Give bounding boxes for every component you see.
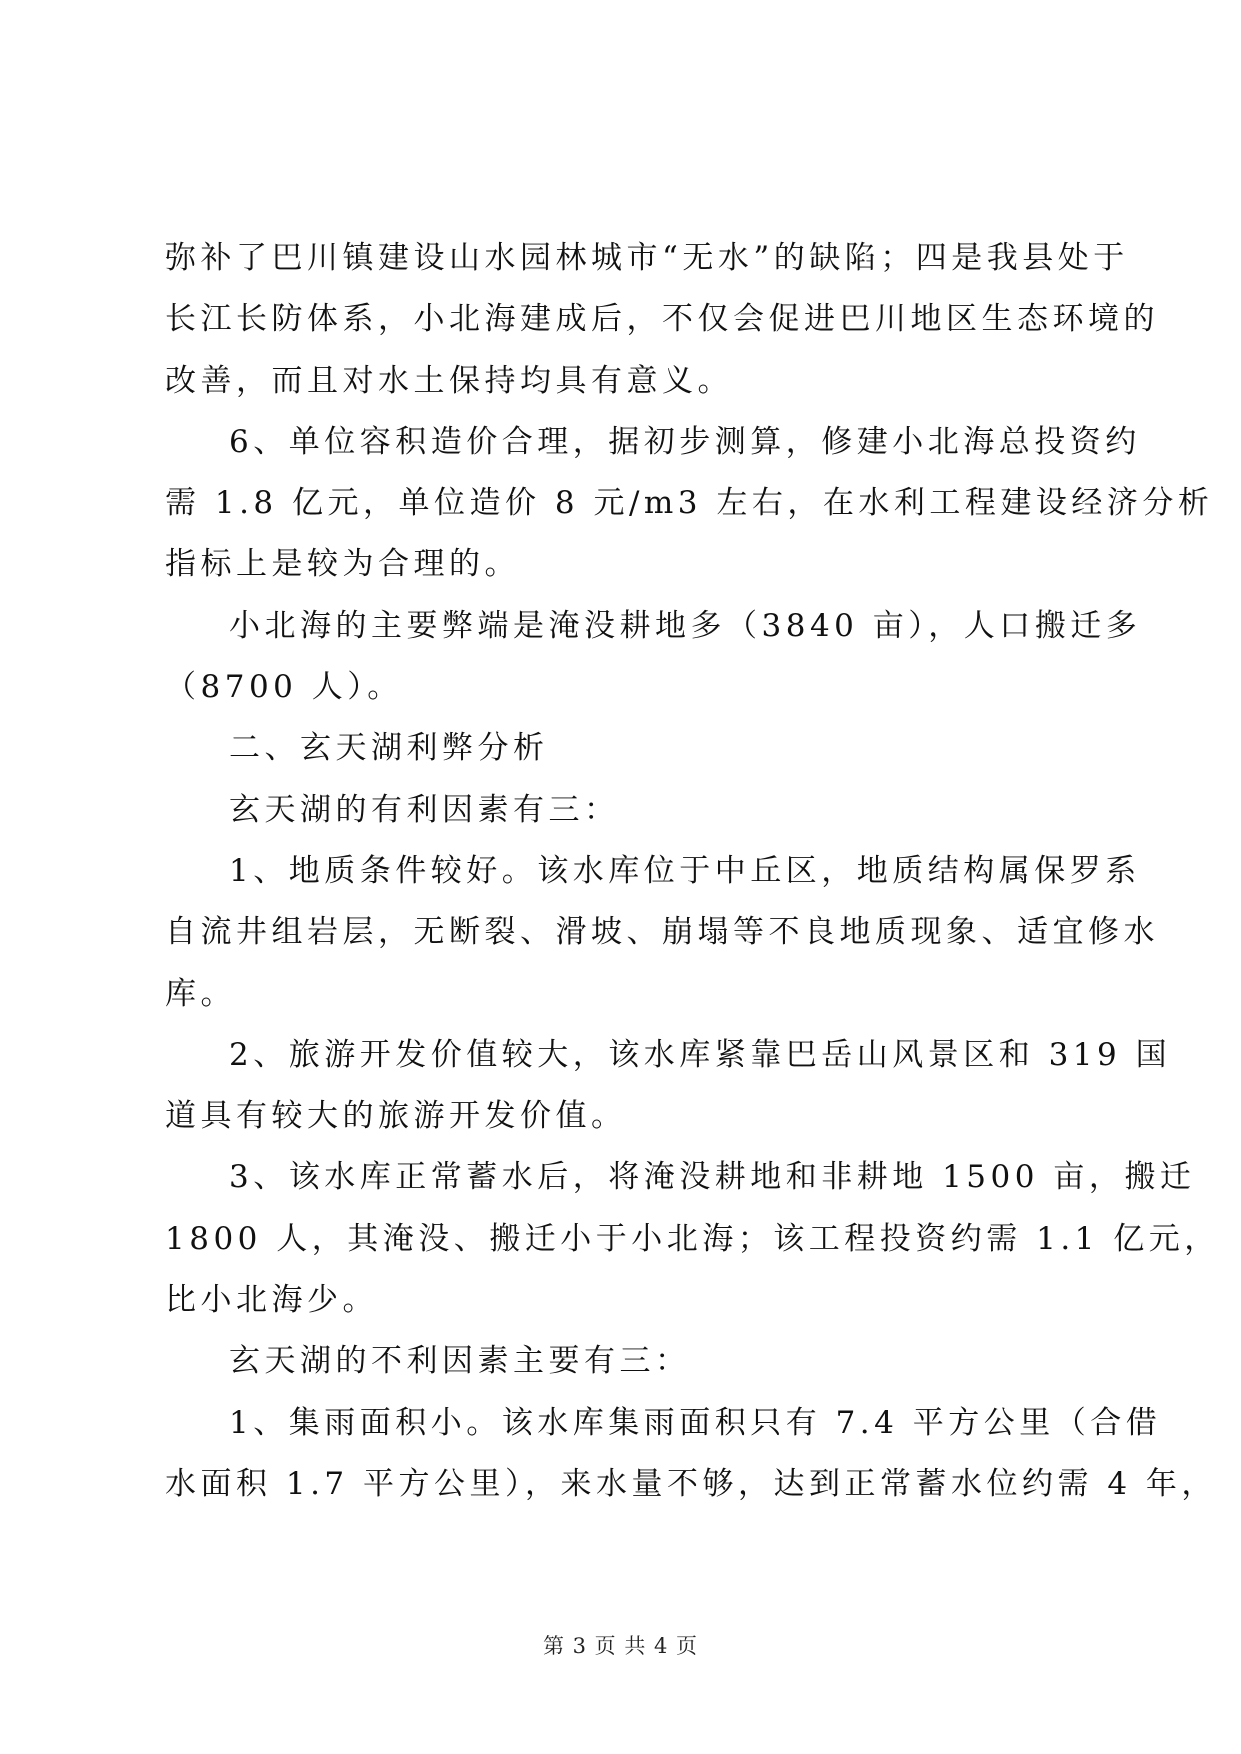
text-line: 1800 人，其淹没、搬迁小于小北海；该工程投资约需 1.1 亿元， [165, 1220, 1220, 1257]
section-heading: 二、玄天湖利弊分析 [229, 730, 549, 767]
text-line: 玄天湖的不利因素主要有三： [229, 1343, 691, 1380]
text-line: 2、旅游开发价值较大，该水库紧靠巴岳山风景区和 319 国 [229, 1036, 1172, 1073]
text-line: 1、地质条件较好。该水库位于中丘区，地质结构属保罗系 [229, 852, 1141, 889]
text-line: 自流井组岩层，无断裂、滑坡、崩塌等不良地质现象、适宜修水 [165, 914, 1159, 951]
text-line: 长江长防体系，小北海建成后，不仅会促进巴川地区生态环境的 [165, 301, 1159, 338]
page-footer: 第 3 页 共 4 页 [542, 1634, 699, 1658]
text-line: 6、单位容积造价合理，据初步测算，修建小北海总投资约 [229, 423, 1141, 460]
text-line: 道具有较大的旅游开发价值。 [165, 1098, 627, 1135]
body-text [165, 228, 1220, 1515]
text-line: （8700 人）。 [165, 669, 403, 706]
text-line: 3、该水库正常蓄水后，将淹没耕地和非耕地 1500 亩，搬迁 [229, 1159, 1196, 1196]
text-line: 改善，而且对水土保持均具有意义。 [165, 362, 733, 399]
text-line: 库。 [165, 975, 236, 1012]
text-line: 需 1.8 亿元，单位造价 8 元/m3 左右，在水利工程建设经济分析 [165, 485, 1214, 522]
text-line: 指标上是较为合理的。 [165, 546, 520, 583]
text-line: 玄天湖的有利因素有三： [229, 791, 620, 828]
text-line: 小北海的主要弊端是淹没耕地多（3840 亩），人口搬迁多 [229, 607, 1142, 644]
text-line: 水面积 1.7 平方公里），来水量不够，达到正常蓄水位约需 4 年， [165, 1465, 1217, 1502]
text-line: 1、集雨面积小。该水库集雨面积只有 7.4 平方公里（合借 [229, 1404, 1162, 1441]
text-line: 弥补了巴川镇建设山水园林城市“无水”的缺陷；四是我县处于 [165, 240, 1129, 276]
text-line: 比小北海少。 [165, 1282, 378, 1319]
